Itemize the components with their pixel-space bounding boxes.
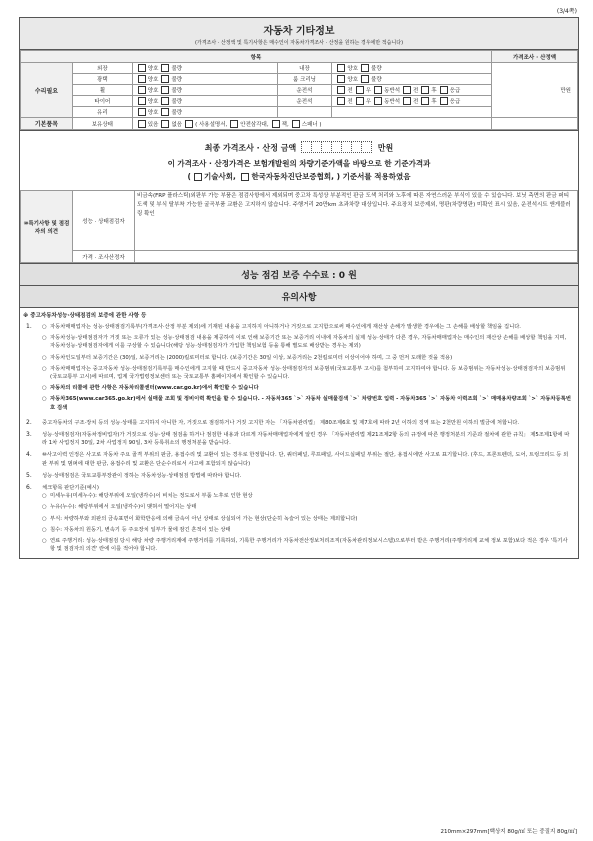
note-intro: 체크항목 판단기준(예시) — [42, 485, 99, 492]
repair-item-left: 유리 — [72, 107, 132, 118]
basic-opt-checkbox[interactable] — [272, 120, 280, 128]
note-item — [20, 417, 578, 429]
bullet-circle-icon: ○ — [42, 504, 47, 511]
repair-right-2-opt-checkbox[interactable] — [440, 86, 448, 94]
note-text: ⑩사고이력 인정은 사고로 자동차 주요 골격 부위의 판금, 용접수리 및 교환이 있는 경우로 한정합니다. 단, 쿼터패널, 루프패널, 사이드실패널 부위는 절단, 용접시에만 사고로 표기합니다. (후드, 프론트펜더, 도어, 트렁크리드 등 외판 부위 및 범퍼에 대한 판금, 용접수리 및 교환은 단순수리로서 사고에 포함되지 않습니다) — [42, 452, 569, 467]
final-price-unit: 만원 — [377, 143, 394, 153]
basic-opt-checkbox[interactable] — [161, 120, 169, 128]
basic-status-label: 보유상태 — [72, 118, 132, 130]
repair-right-2-opt-checkbox[interactable] — [374, 86, 382, 94]
repair-item-left: 타이어 — [72, 96, 132, 107]
repair-left-options — [132, 63, 277, 74]
wheel-opt-label: 전 — [347, 99, 353, 105]
repair-right-3-opt-checkbox[interactable] — [421, 97, 429, 105]
basic-opt-label: 없음 — [171, 121, 183, 128]
repair-right-0-bad-checkbox[interactable] — [361, 64, 369, 72]
final-price-section: 최종 가격조사 · 산정 금액 만원 이 가격조사 · 산정가격은 보험개발원의 차량기준가액을 바탕으로 한 기준가격과 ( 기술사회, 한국자동차진단보증협회, ) 기준서를 적용하였음 — [20, 130, 578, 190]
bullet-circle-icon: ○ — [42, 515, 47, 522]
header-price: 가격조사 · 산정액 — [492, 51, 578, 63]
basic-label: 기본품목 — [21, 118, 73, 130]
note-bullet: 미세누유(미세누수): 해당부위에 오일(냉각수)이 비치는 정도로서 부품 노후로 인한 현상 — [50, 493, 253, 500]
wheel-opt-label: 후 — [431, 88, 437, 94]
caution-title: 유의사항 — [20, 286, 578, 308]
note-bullet: 누유(누수): 해당부위에서 오일(냉각수)이 맺혀서 떨어지는 상태 — [50, 504, 197, 511]
repair-left-1-good-checkbox[interactable] — [138, 75, 146, 83]
repair-left-4-good-checkbox[interactable] — [138, 108, 146, 116]
bad-label: 불량 — [171, 88, 183, 94]
repair-right-2-opt-checkbox[interactable] — [356, 86, 364, 94]
repair-left-options — [132, 96, 277, 107]
note-number: 2. — [26, 418, 32, 426]
bad-label: 불량 — [171, 99, 183, 105]
bullet-circle-icon: ○ — [42, 335, 47, 342]
note-number: 4. — [26, 451, 32, 459]
repair-right-3-opt-checkbox[interactable] — [440, 97, 448, 105]
basic-opt-checkbox[interactable] — [230, 120, 238, 128]
repair-price: 만원 — [492, 63, 578, 118]
note-bullet: 연료 주행거리: 성능·상태점검 당시 해당 차량 주행거리계에 주행거리를 기록하되, 기록한 주행거리가 자동차전산정보처리조직(자동차관리정보시스템)으로부터 받은 주행거리(주행거리계 교체 정보 포함)보다 적은 경우 '특기사항 및 점검자의 의견' 란에 이를 적어야 합니다. — [50, 538, 568, 553]
good-label: 양호 — [147, 66, 159, 72]
wheel-opt-label: 우 — [365, 88, 372, 94]
good-label: 양호 — [147, 110, 159, 116]
note-bullet: 자동차의 리콜에 관한 사항은 자동차리콜센터(www.car.go.kr)에서 확인할 수 있습니다 — [50, 385, 259, 392]
repair-item-right: 운전석 — [277, 85, 332, 96]
repair-right-0-good-checkbox[interactable] — [337, 64, 345, 72]
document-form — [19, 17, 579, 559]
final-price-label: 최종 가격조사 · 산정 금액 — [204, 143, 297, 153]
repair-left-0-good-checkbox[interactable] — [138, 64, 146, 72]
price-digit-boxes[interactable] — [302, 141, 372, 155]
repair-right-options — [332, 63, 492, 74]
repair-left-0-bad-checkbox[interactable] — [161, 64, 169, 72]
inspector-label: 성능 · 상태점검자 — [73, 191, 135, 251]
repair-left-4-bad-checkbox[interactable] — [161, 108, 169, 116]
wheel-opt-label: 응급 — [449, 99, 461, 105]
basic-opt-label: ( 사용설명서, — [195, 121, 228, 128]
repair-left-options — [132, 74, 277, 85]
bad-label: 불량 — [171, 77, 183, 83]
page-number: (3/4쪽) — [556, 8, 577, 15]
basic-opt-label: 잭, — [281, 121, 289, 128]
repair-item-right — [277, 107, 332, 118]
repair-left-2-good-checkbox[interactable] — [138, 86, 146, 94]
good-label: 양호 — [147, 99, 159, 105]
note-item — [20, 482, 578, 558]
good-label: 양호 — [147, 77, 159, 83]
repair-item-left: 광택 — [72, 74, 132, 85]
repair-right-options — [332, 85, 492, 96]
page-subtitle: (가격조사 · 산정액 및 특기사항은 매수인이 자동차가격조사 · 산정을 원하는 경우에만 적습니다) — [194, 40, 404, 46]
note-bullet: 자동차매매업자는 중고자동차 성능·상태점검기록부를 매수인에게 고지할 때 반드시 중고자동차 성능·상태점검자의 보증범위(국토교통부 고시)를 첨부하여 고지하여야 합니다. 등 보증범위는 자동차성능·상태점검자의 보증범위(국토교통부 고시)에 따르며, 업계 국가법령정보센터 또는 국토교통부 홈페이지에서 확인할 수 있습니다. — [50, 365, 566, 381]
repair-right-3-opt-checkbox[interactable] — [374, 97, 382, 105]
basic-opt-label: 안전삼각대, — [240, 121, 269, 128]
note-bullet: 자동차매매업자는 성능·상태점검기록부(가격조사·산정 부분 제외)에 기재된 내용을 고지하지 아니하거나 거짓으로 고지함으로써 매수인에게 재산상 손해가 발생한 경우에는 그 손해를 배상할 책임을 집니다. — [50, 324, 521, 330]
info-table — [20, 50, 578, 130]
wheel-opt-label: 우 — [365, 99, 372, 105]
fee-bar: 성능 점검 보증 수수료 : 0 원 — [20, 263, 578, 286]
opinion-label: ⑩특기사항 및 점검자의 의견 — [21, 191, 73, 263]
bad-label: 불량 — [171, 110, 183, 116]
repair-left-3-bad-checkbox[interactable] — [161, 97, 169, 105]
repair-right-options — [332, 107, 492, 118]
basic-row — [21, 118, 578, 130]
note-item — [20, 470, 578, 482]
bullet-circle-icon: ○ — [42, 365, 47, 372]
repair-label: 수리필요 — [21, 63, 73, 118]
repair-right-2-opt-checkbox[interactable] — [421, 86, 429, 94]
page-title: 자동차 기타정보 — [263, 26, 335, 37]
basic-opt-checkbox[interactable] — [185, 120, 193, 128]
repair-right-1-good-checkbox[interactable] — [337, 75, 345, 83]
repair-right-options — [332, 96, 492, 107]
basic-options — [132, 118, 491, 130]
bullet-circle-icon: ○ — [42, 354, 47, 361]
note-bullet: 부식: 차량하부와 외판의 금속표면이 화학반응에 의해 금속이 아닌 상태로 상실되어 가는 현상(단순히 녹슬어 있는 상태는 제외합니다) — [50, 515, 358, 522]
note-text: 성능·상태점검은 국토교통부장관이 정하는 자동차성능·상태점검 방법에 따라야 합니다. — [42, 472, 242, 479]
tech-checkbox[interactable] — [194, 173, 202, 181]
note-item — [20, 449, 578, 469]
wheel-opt-label: 응급 — [449, 88, 461, 94]
note-text: 성능·상태점검자(자동차정비업자)가 거짓으로 성능·상태 점검을 하거나 점검한 내용과 다르게 자동차매매업자에게 알린 경우 「자동차관리법 제21조제2항 등의 규정에 따른 행정처분의 기준과 절차에 관한 규칙」 제5조제1항에 따라 1차 사업정지 30일, 2차 사업정지 90일, 3차 등록취소의 행정처분을 받습니다. — [42, 432, 570, 447]
repair-right-options — [332, 74, 492, 85]
bad-label: 불량 — [371, 66, 382, 72]
repair-right-3-opt-checkbox[interactable] — [356, 97, 364, 105]
wheel-opt-label: 동반석 — [384, 88, 401, 94]
wheel-opt-label: 전 — [413, 88, 419, 94]
inspector-opinion: 비금속(FRP 플라스틱)외판부 가능 부품은 점검사항에서 제외되며 중고차 특성상 부분적인 판금 도색 처리와 노후에 따른 자연스러운 부식이 있을 수 있습니다. 보닛 측면의 판금 퍼티 도색 및 부식 탈부착 가능한 굴곡부품 교환은 고지하지 않습니다. 주행거리 20만km 초과차량 대상입니다. 주요장치 보증제외, 명판(차량명판) 미확인 표시 있음, 운전석시트 앤게블러링 확인 — [135, 191, 578, 251]
note-text: 중고자동차의 구조·장치 등의 성능·상태를 고지하지 아니한 자, 거짓으로 점검하거나 거짓 고지한 자는 「자동차관리법」 제80조제6호 및 제7호에 따라 2년 이하의 징역 또는 2천만원 이하의 벌금에 처합니다. — [42, 419, 520, 426]
bullet-circle-icon: ○ — [42, 324, 47, 330]
basic-opt-checkbox[interactable] — [138, 120, 146, 128]
bullet-circle-icon: ○ — [42, 493, 47, 500]
repair-left-1-bad-checkbox[interactable] — [161, 75, 169, 83]
wheel-opt-label: 전 — [347, 88, 353, 94]
repair-item-left: 휠 — [72, 85, 132, 96]
repair-left-options — [132, 107, 277, 118]
title-bar — [20, 18, 578, 50]
note-number: 1. — [26, 323, 32, 330]
final-price-note: 이 가격조사 · 산정가격은 보험개발원의 차량기준가액을 바탕으로 한 기준가격과 — [167, 159, 431, 168]
repair-row — [21, 63, 578, 74]
repair-left-3-good-checkbox[interactable] — [138, 97, 146, 105]
repair-right-3-opt-checkbox[interactable] — [403, 97, 411, 105]
note-number: 6. — [26, 484, 32, 492]
paper-spec: 210mm×297mm[백상지 80g/㎡ 또는 중질지 80g/㎡] — [440, 829, 577, 835]
assoc-checkbox[interactable] — [241, 173, 249, 181]
appraiser-opinion[interactable] — [135, 251, 578, 263]
note-item — [20, 321, 578, 417]
bullet-circle-icon: ○ — [42, 385, 47, 392]
opinion-table — [20, 190, 578, 263]
note-number: 5. — [26, 471, 32, 479]
repair-item-right: 룸 크리닝 — [277, 74, 332, 85]
note-bullet: 자동차365(www.car365.go.kr)에서 실매물 조회 및 정비이력 확인을 할 수 있습니다. - 자동차365 `>` 자동차 실매물검색 `>` 차량번호 입력 - 자동차365 `>` 자동차 이력조회 `>` 매매용차량조회 `>` 자동차등록번호 검색 — [50, 396, 572, 411]
repair-item-right: 내장 — [277, 63, 332, 74]
wheel-opt-label: 후 — [431, 99, 437, 105]
basic-opt-label: 스패너 ) — [301, 121, 322, 128]
wheel-opt-label: 전 — [413, 99, 419, 105]
bullet-circle-icon: ○ — [42, 538, 47, 545]
repair-right-2-opt-checkbox[interactable] — [337, 86, 345, 94]
bad-label: 불량 — [171, 66, 183, 72]
note-item — [20, 429, 578, 449]
basic-opt-checkbox[interactable] — [292, 120, 300, 128]
appraiser-label: 가격 · 조사산정자 — [73, 251, 135, 263]
good-label: 양호 — [147, 88, 159, 94]
wheel-opt-label: 동반석 — [384, 99, 401, 105]
repair-right-2-opt-checkbox[interactable] — [403, 86, 411, 94]
bullet-circle-icon: ○ — [42, 526, 47, 533]
repair-right-1-bad-checkbox[interactable] — [361, 75, 369, 83]
bullet-circle-icon: ○ — [42, 396, 47, 403]
repair-left-2-bad-checkbox[interactable] — [161, 86, 169, 94]
repair-item-right: 운전석 — [277, 96, 332, 107]
repair-item-left: 외장 — [72, 63, 132, 74]
note-bullet: 자동차인도일부터 보증기간은 (30)일, 보증거리는 (2000)킬로미터로 합니다. (보증기간은 30일 이상, 보증거리는 2천킬로미터 이상이어야 하며, 그 중 먼저 도래한 것을 적용) — [50, 354, 453, 361]
note-number: 3. — [26, 431, 32, 439]
section-title: ※ 중고자동차성능·상태점검의 보증에 관한 사항 등 — [23, 313, 147, 319]
repair-left-options — [132, 85, 277, 96]
tech-label: 기술사회, — [203, 172, 236, 181]
note-bullet: 자동차성능·상태점검자가 거짓 또는 오류가 있는 성능·상태점검 내용을 제공하여 이로 인해 보증기간 또는 보증거리 이내에 자동차의 실제 성능·상태가 다른 경우, 자동차매매업자는 매수인의 재산상 손해를 배상할 책임을 지며, 자동차성능·상태점검자에게 이를 구상할 수 있습니다(해당 성능·상태점검자가 가입한 책임보험 등을 통해 별도로 배상받는 경우는 제외) — [50, 335, 567, 350]
good-label: 양호 — [347, 77, 359, 83]
notes-list — [20, 321, 578, 558]
header-item: 항목 — [21, 51, 492, 63]
assoc-label: 한국자동차진단보증협회, ) 기준서를 적용하였음 — [251, 172, 411, 181]
bad-label: 불량 — [371, 77, 382, 83]
good-label: 양호 — [347, 66, 359, 72]
repair-right-3-opt-checkbox[interactable] — [337, 97, 345, 105]
note-bullet: 침수: 자동차의 원동기, 변속기 등 주요장치 일부가 물에 잠긴 흔적이 있는 상태 — [50, 526, 231, 533]
basic-opt-label: 있음 — [147, 121, 159, 128]
